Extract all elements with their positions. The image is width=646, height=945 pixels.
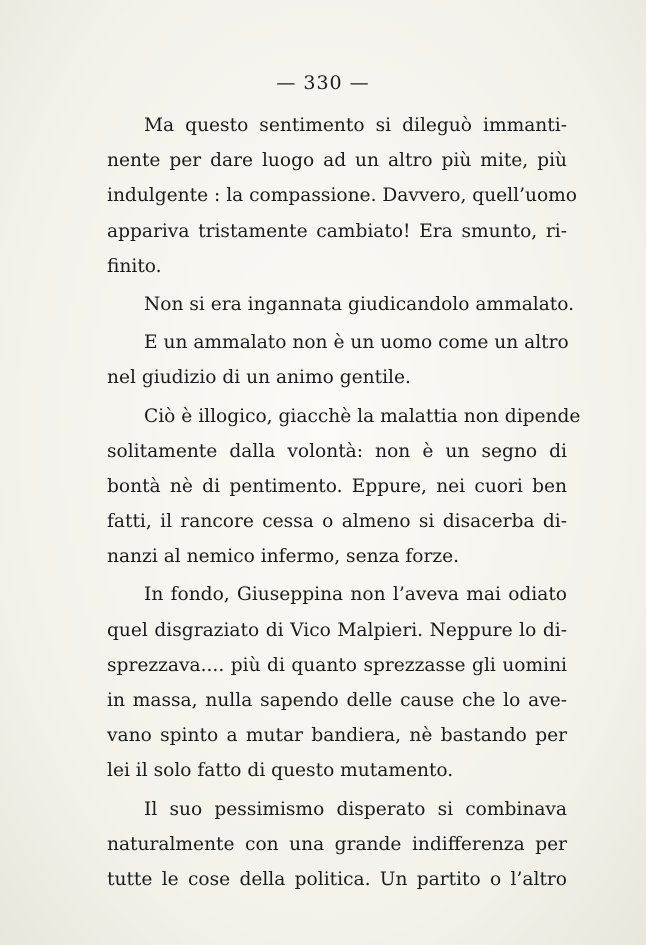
text-line: appariva tristamente cambiato! Era smunto, ri- [107,220,567,242]
text-line: lei il solo fatto di questo mutamento. [107,760,454,782]
text-line: nanzi al nemico infermo, senza forze. [107,546,460,568]
text-line: In fondo, Giuseppina non l’aveva mai odiato [144,584,567,606]
paragraph [107,577,567,788]
text-line: nel giudizio di un animo gentile. [107,367,411,389]
text-line: in massa, nulla sapendo delle cause che lo ave- [107,690,567,711]
text-line: bontà nè di pentimento. Eppure, nei cuori ben [107,475,567,497]
text-line: tutte le cose della politica. Un partito o l’altro [107,868,567,890]
text-line: Ma questo sentimento si dileguò immanti- [144,115,567,136]
paragraph [107,108,577,284]
text-line: nente per dare luogo ad un altro più mite, più [107,150,567,172]
text-line: indulgente : la compassione. Davvero, quell’uomo [107,185,577,207]
paragraph [107,792,567,898]
text-line: sprezzava.... più di quanto sprezzasse gli uomini [107,654,567,676]
paragraph [107,287,575,322]
text-line: solitamente dalla volontà: non è un segno di [107,440,567,462]
text-line: Ciò è illogico, giacchè la malattia non dipende [144,405,581,427]
text-line: finito. [107,255,162,277]
paragraph [107,325,567,395]
text-line: Il suo pessimismo disperato si combinava [144,798,567,820]
text-line: naturalmente con una grande indifferenza per [107,833,567,855]
text-line: vano spinto a mutar bandiera, nè bastando per [107,725,567,747]
body-text [107,108,581,897]
paragraph [107,399,581,575]
text-line: Non si era ingannata giudicandolo ammalato. [144,293,575,315]
text-line: quel disgraziato di Vico Malpieri. Neppure lo di- [107,619,567,641]
text-line: fatti, il rancore cessa o almeno si disacerba di- [107,511,567,533]
page-number: — 330 — [276,72,370,94]
text-line: E un ammalato non è un uomo come un altro [144,332,569,354]
